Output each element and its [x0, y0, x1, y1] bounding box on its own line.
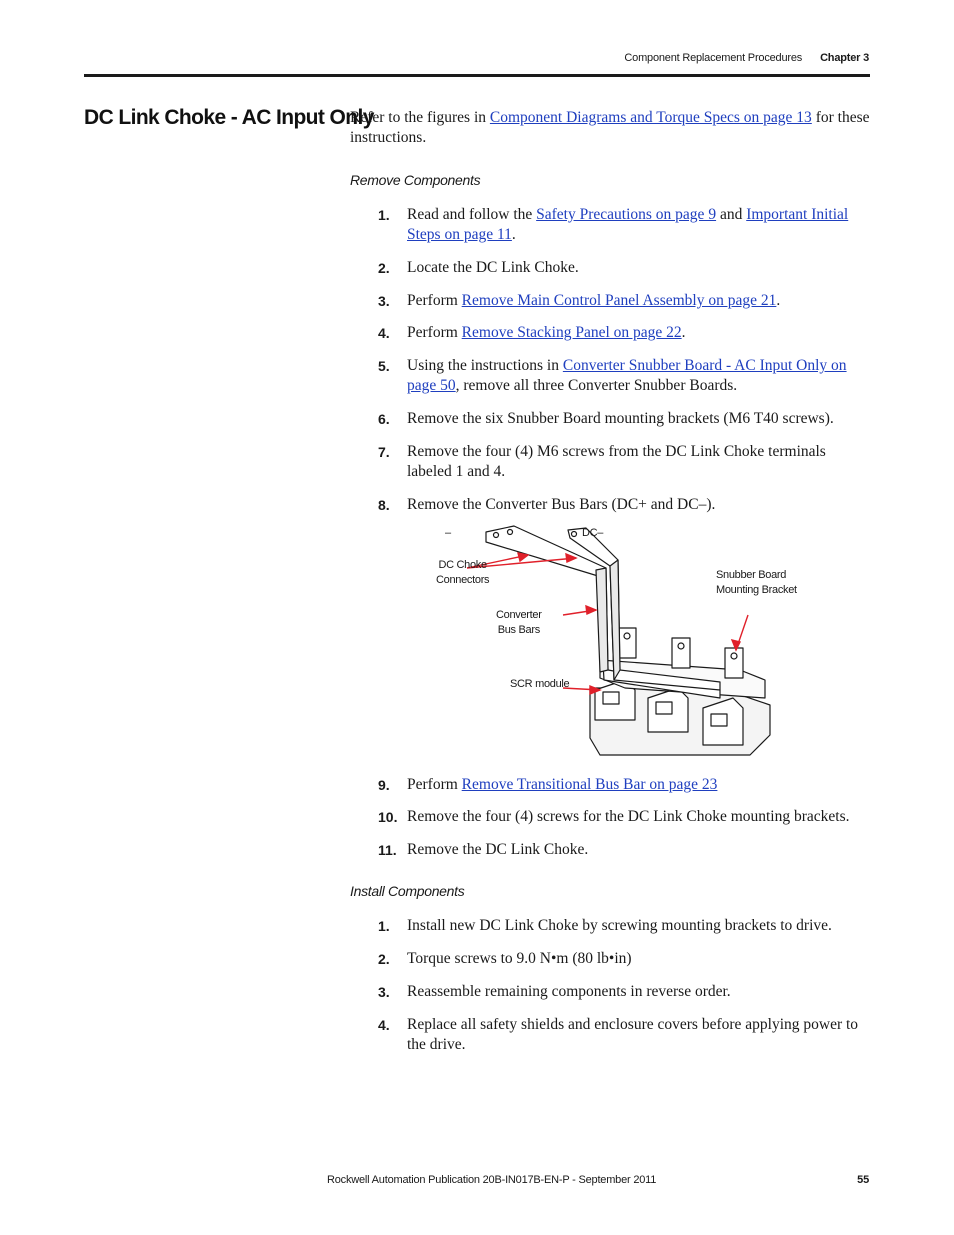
step-number: 4. [378, 325, 390, 341]
label-dc-choke-connectors: DC Choke Connectors [436, 559, 490, 586]
step-text: Locate the DC Link Choke. [407, 259, 579, 276]
intro-paragraph [350, 108, 870, 148]
step-number: 3. [378, 293, 390, 309]
link-remove-stacking-panel[interactable]: Remove Stacking Panel on page 22 [461, 324, 682, 341]
link-safety-precautions[interactable]: Safety Precautions on page 9 [536, 206, 717, 223]
step-text: Read and follow the Safety Precautions on page 9 and Important Initial Steps on page 11. [407, 206, 849, 243]
header-section: Component Replacement Procedures [624, 52, 803, 64]
list-item [350, 775, 870, 795]
list-item [350, 258, 870, 278]
label-minus: – [445, 527, 451, 539]
remove-components-heading: Remove Components [350, 172, 481, 188]
list-item [350, 982, 870, 1002]
list-item [350, 291, 870, 311]
label-snubber-board-bracket: Snubber Board Mounting Bracket [716, 569, 797, 596]
list-item [350, 409, 870, 429]
list-item [350, 840, 870, 860]
link-remove-main-control-panel[interactable]: Remove Main Control Panel Assembly on page 21 [461, 292, 777, 309]
section-title: DC Link Choke - AC Input Only [84, 106, 374, 129]
running-header [624, 52, 869, 64]
step-number: 2. [378, 260, 390, 276]
step-text: Install new DC Link Choke by screwing mounting brackets to drive. [407, 917, 832, 934]
list-item [350, 949, 870, 969]
list-item [350, 495, 870, 515]
step-text: Perform Remove Stacking Panel on page 22. [407, 324, 686, 341]
label-scr-module: SCR module [510, 678, 570, 690]
step-number: 1. [378, 918, 390, 934]
bus-bar-illustration [420, 520, 800, 765]
step-text: Perform Remove Main Control Panel Assembly on page 21. [407, 292, 781, 309]
step-text: Perform Remove Transitional Bus Bar on page 23 [407, 776, 718, 793]
link-remove-transitional-bus-bar[interactable]: Remove Transitional Bus Bar on page 23 [461, 776, 718, 793]
step-number: 9. [378, 777, 390, 793]
list-item [350, 1015, 870, 1055]
step-number: 5. [378, 358, 390, 374]
step-text: Remove the four (4) M6 screws from the DC Link Choke terminals labeled 1 and 4. [407, 443, 826, 480]
publication-info: Rockwell Automation Publication 20B-IN017B-EN-P - September 2011 [327, 1174, 657, 1186]
intro-text-end: for these instructions. [350, 109, 870, 146]
header-chapter: Chapter 3 [820, 52, 869, 64]
step-text: Remove the Converter Bus Bars (DC+ and DC–). [407, 496, 716, 513]
step-text: Remove the DC Link Choke. [407, 841, 589, 858]
header-rule [84, 74, 870, 77]
step-number: 2. [378, 951, 390, 967]
step-text: Remove the four (4) screws for the DC Link Choke mounting brackets. [407, 808, 850, 825]
list-item [350, 205, 870, 245]
label-converter-bus-bars: Converter Bus Bars [496, 609, 542, 636]
step-number: 7. [378, 444, 390, 460]
step-number: 8. [378, 497, 390, 513]
list-item [350, 916, 870, 936]
intro-text: Refer to the figures in [350, 109, 490, 126]
list-item [350, 807, 870, 827]
link-component-diagrams[interactable]: Component Diagrams and Torque Specs on page 13 [489, 109, 812, 126]
step-number: 1. [378, 207, 390, 223]
list-item [350, 323, 870, 343]
step-text: Using the instructions in Converter Snubber Board - AC Input Only on page 50, remove all three Converter Snubber Boards. [407, 357, 847, 394]
step-text: Replace all safety shields and enclosure covers before applying power to the drive. [407, 1016, 859, 1053]
step-number: 10. [378, 809, 398, 825]
label-dc-minus: DC– [582, 527, 604, 539]
step-number: 11. [378, 842, 397, 858]
list-item [350, 356, 870, 396]
install-components-heading: Install Components [350, 883, 465, 899]
step-text: Reassemble remaining components in reverse order. [407, 983, 731, 1000]
step-text: Torque screws to 9.0 N•m (80 lb•in) [407, 950, 632, 967]
step-number: 4. [378, 1017, 390, 1033]
step-number: 3. [378, 984, 390, 1000]
link-converter-snubber-board[interactable]: Converter Snubber Board - AC Input Only on page 50 [407, 357, 847, 394]
link-important-initial-steps[interactable]: Important Initial Steps on page 11 [407, 206, 849, 243]
list-item [350, 442, 870, 482]
page-number: 55 [857, 1174, 869, 1186]
step-text: Remove the six Snubber Board mounting brackets (M6 T40 screws). [407, 410, 834, 427]
bus-bar-figure [420, 520, 800, 765]
step-number: 6. [378, 411, 390, 427]
